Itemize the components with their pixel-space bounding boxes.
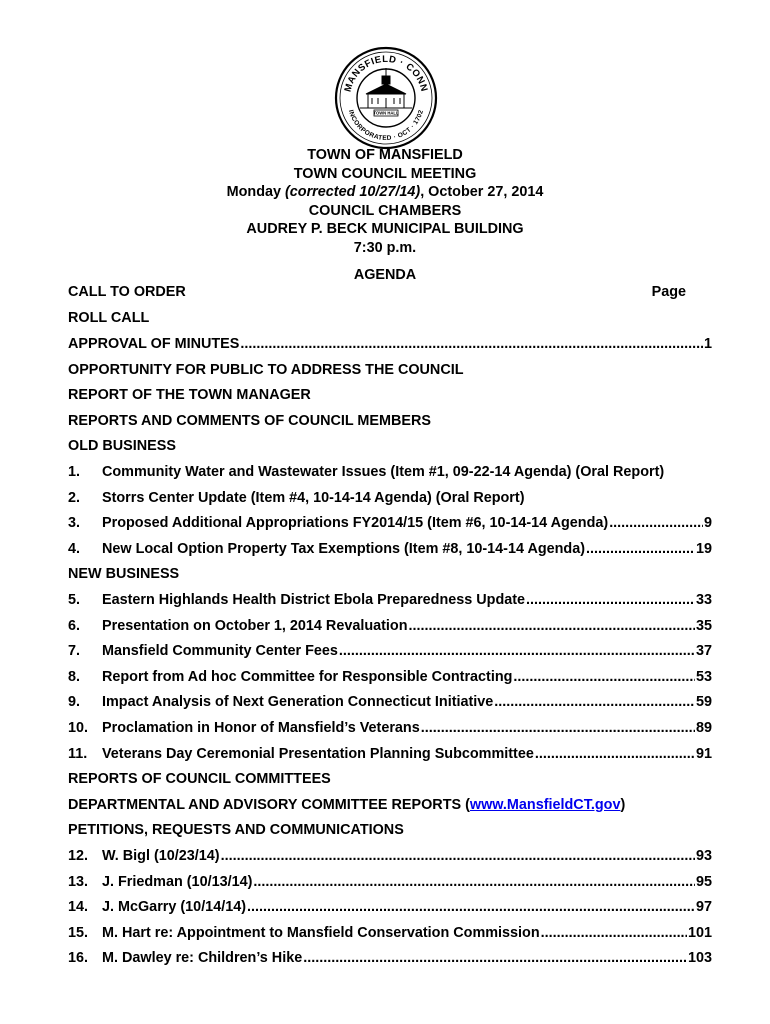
agenda-item: 16. M. Dawley re: Children’s Hike ..... 103	[68, 948, 712, 968]
correction-note: (corrected 10/27/14)	[285, 184, 421, 200]
agenda-item: 7. Mansfield Community Center Fees ..... 37	[68, 641, 712, 661]
town-manager-report: REPORT OF THE TOWN MANAGER	[68, 387, 311, 403]
public-address: OPPORTUNITY FOR PUBLIC TO ADDRESS THE COUNCIL	[68, 362, 464, 378]
agenda-item: 1. Community Water and Wastewater Issues (Item #1, 09-22-14 Agenda) (Oral Report)	[68, 464, 665, 480]
agenda-item: 10. Proclamation in Honor of Mansfield’s Veterans ..... 89	[68, 718, 712, 738]
agenda-item: 5. Eastern Highlands Health District Ebola Preparedness Update ..... 33	[68, 590, 712, 610]
old-business-heading: OLD BUSINESS	[68, 438, 176, 454]
town-name: TOWN OF MANSFIELD	[307, 147, 463, 163]
agenda-item: 14. J. McGarry (10/14/14) ..... 97	[68, 897, 712, 917]
agenda-item: 2. Storrs Center Update (Item #4, 10-14-14 Agenda) (Oral Report)	[68, 490, 525, 506]
approval-of-minutes: APPROVAL OF MINUTES ..... 1	[68, 334, 712, 354]
agenda-item: 8. Report from Ad hoc Committee for Responsible Contracting ..... 53	[68, 667, 712, 687]
agenda-item: 3. Proposed Additional Appropriations FY2014/15 (Item #6, 10-14-14 Agenda) ..... 9	[68, 513, 712, 533]
page-column-heading: Page	[651, 284, 686, 300]
meeting-date: Monday (corrected 10/27/14), October 27, 2014	[226, 184, 544, 200]
new-business-heading: NEW BUSINESS	[68, 566, 180, 582]
seal-building	[360, 68, 412, 108]
seal-arc-bottom: INCORPORATED · OCT · 1702	[346, 109, 426, 143]
meeting-building: AUDREY P. BECK MUNICIPAL BUILDING	[246, 221, 524, 237]
agenda-item: 9. Impact Analysis of Next Generation Connecticut Initiative ..... 59	[68, 692, 712, 712]
call-to-order-row	[68, 282, 712, 302]
agenda-item: 4. New Local Option Property Tax Exemptions (Item #8, 10-14-14 Agenda) ..... 19	[68, 539, 712, 559]
agenda-item: 15. M. Hart re: Appointment to Mansfield Conservation Commission ..... 101	[68, 923, 712, 943]
meeting-time: 7:30 p.m.	[353, 239, 417, 256]
agenda-item: 13. J. Friedman (10/13/14) ..... 95	[68, 872, 712, 892]
mansfield-website-link[interactable]: www.MansfieldCT.gov	[469, 797, 621, 813]
committee-reports-heading: REPORTS OF COUNCIL COMMITTEES	[68, 771, 331, 787]
roll-call: ROLL CALL	[68, 310, 150, 326]
seal-arc-top: MANSFIELD · CONN	[342, 53, 430, 94]
seal-building-label: TOWN HALL	[373, 110, 399, 116]
departmental-reports-heading: DEPARTMENTAL AND ADVISORY COMMITTEE REPORTS ( www.MansfieldCT.gov )	[68, 797, 626, 813]
agenda-item: 6. Presentation on October 1, 2014 Revaluation ..... 35	[68, 616, 712, 636]
town-seal	[334, 46, 438, 150]
agenda-item: 12. W. Bigl (10/23/14) ..... 93	[68, 846, 712, 866]
call-to-order: CALL TO ORDER	[68, 284, 186, 300]
meeting-title: TOWN COUNCIL MEETING	[293, 165, 477, 182]
agenda-item: 11. Veterans Day Ceremonial Presentation Planning Subcommittee ..... 91	[68, 744, 712, 764]
agenda-title: AGENDA	[353, 267, 417, 283]
meeting-room: COUNCIL CHAMBERS	[308, 202, 462, 219]
council-member-reports: REPORTS AND COMMENTS OF COUNCIL MEMBERS	[68, 413, 431, 429]
petitions-heading: PETITIONS, REQUESTS AND COMMUNICATIONS	[68, 822, 404, 838]
meeting-header	[0, 146, 770, 285]
